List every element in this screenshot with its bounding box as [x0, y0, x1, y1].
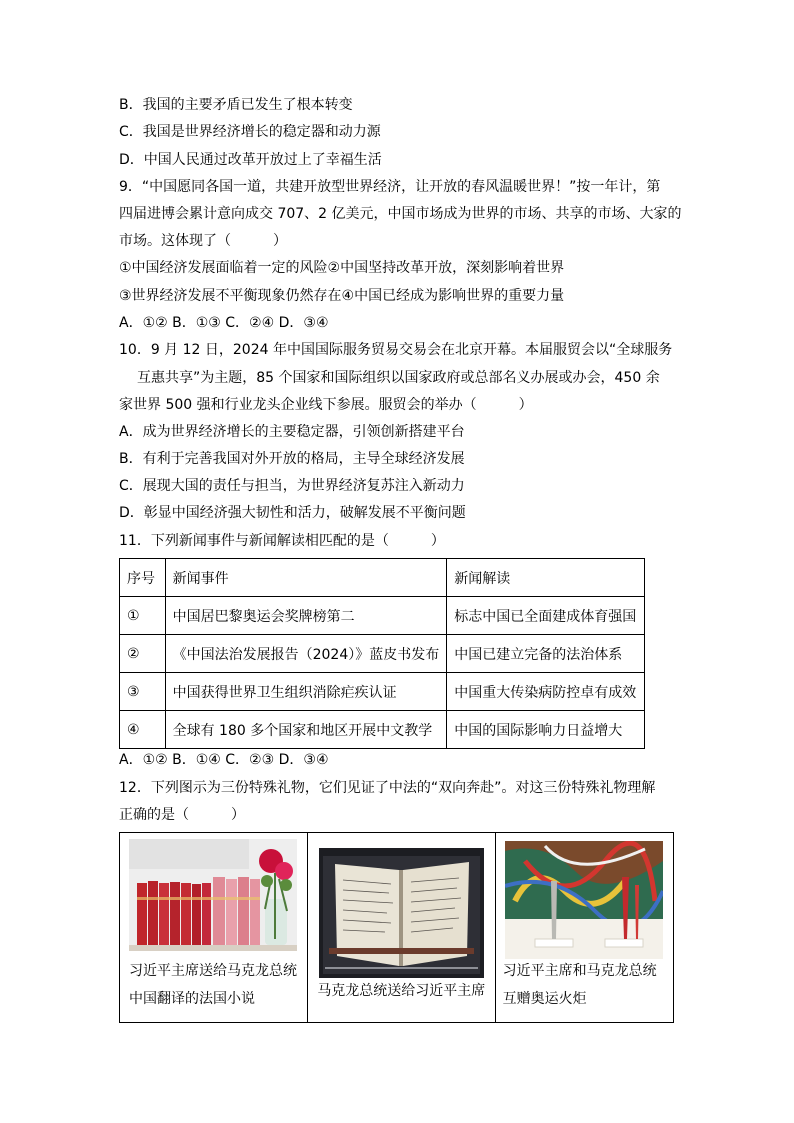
header-index: 序号 — [120, 559, 166, 597]
q9-statements-line2: ③世界经济发展不平衡现象仍然存在④中国已经成为影响世界的重要力量 — [119, 288, 565, 304]
q10-option-a: A．成为世界经济增长的主要稳定器，引领创新搭建平台 — [119, 424, 465, 440]
gift3-caption-line1: 习近平主席和马克龙总统 — [502, 963, 657, 979]
torches-photo — [505, 841, 663, 959]
q10-option-d: D．彰显中国经济强大韧性和活力，破解发展不平衡问题 — [119, 505, 466, 521]
table-row — [120, 673, 645, 711]
row-index: ④ — [120, 711, 166, 749]
gift-cell-torches — [495, 833, 673, 1023]
header-interpretation: 新闻解读 — [447, 559, 645, 597]
q8-option-b: B．我国的主要矛盾已发生了根本转变 — [119, 97, 353, 113]
q8-option-c: C．我国是世界经济增长的稳定器和动力源 — [119, 124, 381, 140]
q10-stem-line1: 10．9 月 12 日，2024 年中国国际服务贸易交易会在北京开幕。本届服贸会以“全球服务 — [119, 342, 673, 358]
row-index: ③ — [120, 673, 166, 711]
gifts-table — [119, 832, 674, 1023]
q9-stem-line3: 市场。这体现了（ ） — [119, 233, 287, 249]
row-interpretation: 中国的国际影响力日益增大 — [447, 711, 645, 749]
q10-stem-line3: 家世界 500 强和行业龙头企业线下参展。服贸会的举办（ ） — [119, 397, 533, 413]
header-event: 新闻事件 — [165, 559, 447, 597]
q9-statements-line1: ①中国经济发展面临着一定的风险②中国坚持改革开放，深刻影响着世界 — [119, 260, 565, 276]
row-event: 中国获得世界卫生组织消除疟疾认证 — [165, 673, 447, 711]
row-interpretation: 中国重大传染病防控卓有成效 — [447, 673, 645, 711]
row-index: ② — [120, 635, 166, 673]
row-interpretation: 中国已建立完备的法治体系 — [447, 635, 645, 673]
q11-stem: 11．下列新闻事件与新闻解读相匹配的是（ ） — [119, 533, 445, 549]
row-index: ① — [120, 597, 166, 635]
table-row — [120, 711, 645, 749]
gift3-caption-line2: 互赠奥运火炬 — [502, 991, 587, 1007]
gift2-caption-line1: 马克龙总统送给习近平主席 — [317, 983, 486, 999]
manuscript-photo — [319, 848, 484, 978]
gift-cell-manuscript — [308, 833, 495, 1023]
gift1-caption-line2: 中国翻译的法国小说 — [129, 991, 255, 1007]
q8-option-d: D．中国人民通过改革开放过上了幸福生活 — [119, 152, 382, 168]
q12-stem-line1: 12．下列图示为三份特殊礼物，它们见证了中法的“双向奔赴”。对这三份特殊礼物理解 — [119, 780, 656, 796]
q9-choices: A．①② B．①③ C．②④ D．③④ — [119, 315, 329, 331]
gift-cell-books — [120, 833, 308, 1023]
q10-option-b: B．有利于完善我国对外开放的格局，主导全球经济发展 — [119, 451, 465, 467]
q9-stem-line2: 四届进博会累计意向成交 707、2 亿美元，中国市场成为世界的市场、共享的市场、大家的 — [119, 206, 682, 222]
table-row — [120, 597, 645, 635]
gift1-caption-line1: 习近平主席送给马克龙总统 — [129, 963, 297, 979]
news-table — [119, 558, 645, 749]
q11-choices: A．①② B．①④ C．②③ D．③④ — [119, 752, 329, 768]
q10-option-c: C．展现大国的责任与担当，为世界经济复苏注入新动力 — [119, 478, 465, 494]
q9-stem-line1: 9．“中国愿同各国一道，共建开放型世界经济，让开放的春风温暖世界！”按一年计，第 — [119, 179, 661, 195]
table-header-row — [120, 559, 645, 597]
books-photo — [129, 839, 297, 951]
q12-stem-line2: 正确的是（ ） — [119, 807, 245, 823]
row-event: 《中国法治发展报告（2024）》蓝皮书发布 — [165, 635, 447, 673]
table-row — [120, 635, 645, 673]
row-interpretation: 标志中国已全面建成体育强国 — [447, 597, 645, 635]
row-event: 全球有 180 多个国家和地区开展中文教学 — [165, 711, 447, 749]
q10-stem-line2: 互惠共享”为主题，85 个国家和国际组织以国家政府或总部名义办展或办会，450 余 — [137, 370, 660, 386]
row-event: 中国居巴黎奥运会奖牌榜第二 — [165, 597, 447, 635]
